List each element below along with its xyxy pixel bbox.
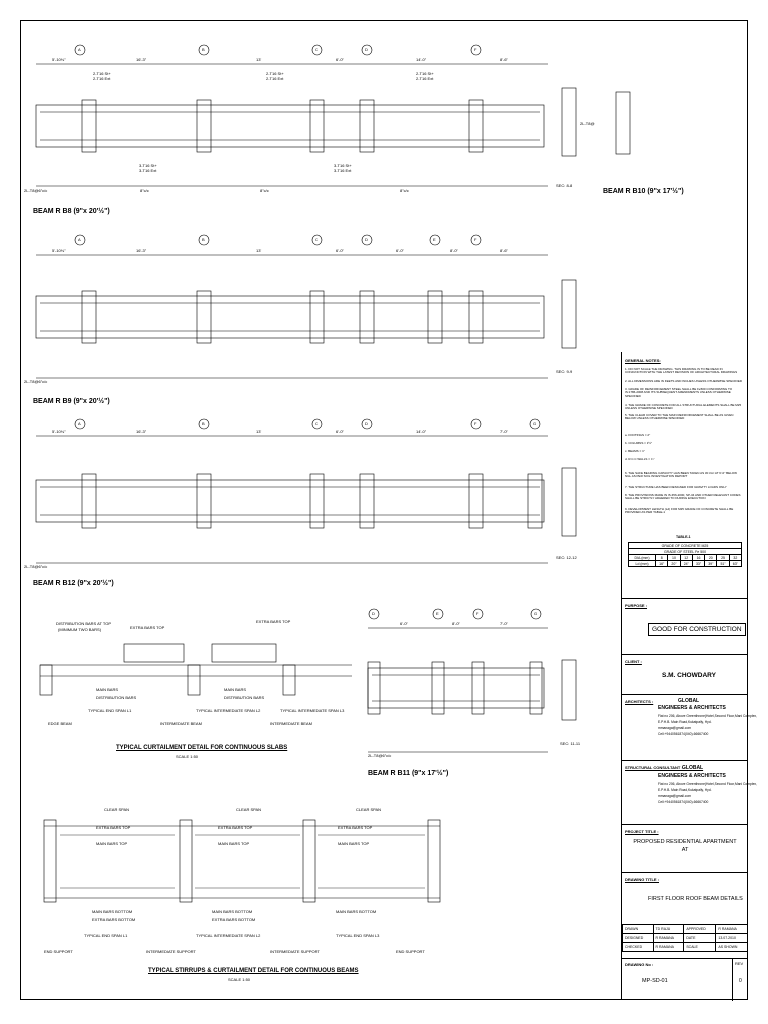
beam-detail-title: TYPICAL STIRRUPS & CURTAILMENT DETAIL FOR CONTINUOUS BEAMS <box>148 968 359 974</box>
section-label: SEC: 8-8 <box>556 183 573 188</box>
dimension: 8'-6" <box>500 57 508 62</box>
architects-addr: Cell:+9440561874(040)-66667400 <box>658 732 709 736</box>
dimension: 8'-6" <box>500 248 508 253</box>
bar-label: 2-T16 Ext <box>266 76 284 81</box>
approval-table <box>622 924 748 952</box>
grid-label: C <box>315 47 318 52</box>
bar-label: 3-T16 St+ <box>334 163 352 168</box>
section-bar-label: 2L-T8@ <box>580 121 595 126</box>
drawing-number-panel <box>622 958 748 1000</box>
grid-label: F <box>474 47 477 52</box>
grid-label: D <box>372 611 375 616</box>
drawing-number: MP-SD-01 <box>642 978 668 984</box>
beam-detail-label: TYPICAL END SPAN L3 <box>336 933 380 938</box>
note-item: 7. THE STRUCTURE HAS BEEN DESIGNED FOR GRAVITY LOADS ONLY <box>625 485 727 489</box>
beam-detail-label: TYPICAL INTERMEDIATE SPAN L2 <box>196 933 261 938</box>
purpose-stamp: GOOD FOR CONSTRUCTION <box>648 623 746 636</box>
architects-label: ARCHITECTS : <box>625 699 654 704</box>
grid-label: A <box>78 47 81 52</box>
dimension: 6'-0" <box>336 248 344 253</box>
notes-heading: GENERAL NOTES: <box>625 358 661 363</box>
spacing-label: 8"c/c <box>140 188 149 193</box>
note-item: 5. THE CLEAR COVER TO THE MAIN REINFORCEMENT SHALL BE AS GIVEN BELOW UNLESS OTHERWISE SPECIFIED <box>625 413 734 421</box>
table-cell: 16" <box>656 561 668 567</box>
beam-detail-label: MAIN BARS BOTTOM <box>92 909 133 914</box>
bar-label: 2-T16 Ext <box>93 76 111 81</box>
beam-detail-label: CLEAR SPAN <box>104 807 130 812</box>
client-name: S.M. CHOWDARY <box>662 672 716 679</box>
slab-label: DISTRIBUTION BARS <box>96 695 137 700</box>
grid-label: F <box>474 421 477 426</box>
consultant-addr: Flat no 206, Above Greenthrone(Hotel,Second Floor,Mani Complex, <box>658 782 757 786</box>
consultant-panel <box>622 760 757 824</box>
note-item: 1. DO NOT SCALE THE DRAWING. THIS DRAWING IS TO BE READ IN CONJUNCTION WITH THE LATEST REVISION OF ARCHITECTURAL DRAWINGS <box>625 367 738 375</box>
table-cell: 8 <box>656 555 668 561</box>
table-cell: 25 <box>717 555 729 561</box>
beam-detail-label: CLEAR SPAN <box>236 807 262 812</box>
beam-detail-label: TYPICAL END SPAN L1 <box>84 933 128 938</box>
date-value: 13.07.2010 <box>716 934 748 943</box>
grid-label: B <box>202 47 205 52</box>
dimension: 8'-0" <box>450 248 458 253</box>
stirrup-label: 2L-T8@6"c/c <box>24 188 48 193</box>
beam-detail-label: END SUPPORT <box>396 949 425 954</box>
beam-detail-label: INTERMEDIATE SUPPORT <box>146 949 196 954</box>
bar-label: 3-T16 Ext <box>334 168 352 173</box>
architects-addr: mmanaga@gmail.com <box>658 726 692 730</box>
date-label: DATE <box>684 934 716 943</box>
note-item: 2. ALL DIMENSIONS ARE IN FEETS AND INCHES UNLESS OTHERWISE SPECIFIED <box>625 379 743 383</box>
slab-label: INTERMEDIATE BEAM <box>270 721 312 726</box>
dimension: 6'-0" <box>336 429 344 434</box>
beam-detail-label: EXTRA BARS BOTTOM <box>212 917 256 922</box>
table-row-label: Ld (mm) <box>629 561 656 567</box>
slab-label: EXTRA BARS TOP <box>256 619 291 624</box>
dimension: 7'-0" <box>500 429 508 434</box>
architects-panel <box>622 694 757 760</box>
beam-detail-label: EXTRA BARS BOTTOM <box>92 917 136 922</box>
slab-detail-scale: SCALE 1:50 <box>176 754 199 759</box>
drawing-number-label: DRAWING No : <box>625 962 654 967</box>
bar-label: 3-T16 St+ <box>139 163 157 168</box>
purpose-panel <box>622 598 748 654</box>
beam-detail-label: INTERMEDIATE SUPPORT <box>270 949 320 954</box>
table-sub2: GRADE OF STEEL Fe 500 <box>629 549 742 555</box>
table-cell: 32 <box>729 555 741 561</box>
grid-label: C <box>315 421 318 426</box>
grid-label: B <box>202 421 205 426</box>
drawn-label: DRAWN <box>623 925 654 934</box>
dimension: 13' <box>256 429 262 434</box>
table-cell: 20" <box>668 561 680 567</box>
slab-label: DISTRIBUTION BARS <box>224 695 265 700</box>
purpose-label: PURPOSE : <box>625 603 648 608</box>
grid-label: D <box>365 421 368 426</box>
slab-detail-title: TYPICAL CURTAILMENT DETAIL FOR CONTINUOUS SLABS <box>116 745 288 751</box>
table-title: TABLE-1 <box>676 535 691 539</box>
beam-title: BEAM R B10 (9"x 17'½") <box>603 188 684 195</box>
stirrup-label: 2L-T8@6"c/c <box>24 564 48 569</box>
table-cell: 51" <box>717 561 729 567</box>
beam-detail-label: MAIN BARS TOP <box>338 841 370 846</box>
note-item: b. COLUMNS = 1½" <box>625 441 652 445</box>
note-item: 9. DEVELOPMENT LENGTH (Ld) FOR M25 GRADE OF CONCRETE SHALL BE PROVIDED AS PER TABLE-1 <box>625 507 734 515</box>
approved-label: APPROVED <box>684 925 716 934</box>
table-cell: 20 <box>705 555 717 561</box>
beam-detail-scale: SCALE 1:50 <box>228 977 251 982</box>
dimension: 5'-10⅛" <box>52 429 66 434</box>
beam-title: BEAM R B11 (9"x 17'½") <box>368 770 449 777</box>
dimension: 13' <box>256 248 262 253</box>
bar-label: 3-T16 Ext <box>139 168 157 173</box>
consultant-sub: ENGINEERS & ARCHITECTS <box>658 773 726 779</box>
bar-label: 2-T16 St+ <box>266 71 284 76</box>
beam-detail-label: MAIN BARS TOP <box>96 841 128 846</box>
grid-label: D <box>365 237 368 242</box>
slab-label: EXTRA BARS TOP <box>130 625 165 630</box>
project-label: PROJECT TITLE : <box>625 829 659 834</box>
grid-label: E <box>433 237 436 242</box>
dimension: 6'-0" <box>396 248 404 253</box>
stirrup-label: 2L-T8@6"c/c <box>24 379 48 384</box>
beam-detail-label: CLEAR SPAN <box>356 807 382 812</box>
dimension: 13' <box>256 57 262 62</box>
rev-label: REV <box>735 961 744 966</box>
dimension: 16'-3" <box>136 57 147 62</box>
note-item: d. R.C.C WALLS = ¾" <box>625 457 655 461</box>
checked-value: R RAMANA <box>653 943 684 952</box>
note-item: 6. THE SAFE BEARING CAPACITY HAS BEEN TAKEN AS 30 t/m² AT 6'-0" BELOW NGL AS PER SOIL INVESTIGATION REPORT <box>625 471 737 479</box>
spacing-label: 8"c/c <box>400 188 409 193</box>
consultant-label: STRUCTURAL CONSULTANT : <box>625 765 683 770</box>
consultant-name: GLOBAL <box>682 765 704 771</box>
architects-addr: Flat no 206, Above Greenthrone(Hotel,Second Floor,Mani Complex, <box>658 714 757 718</box>
dimension: 6'-0" <box>400 621 408 626</box>
drawing-title-label: DRAWING TITLE : <box>625 877 659 882</box>
note-item: 3. GRADE OF REINFORCEMENT STEEL SHALL BE Fe500 CONFORMING TO IS:1786-2008 AND ITS SUBSEQUENT AMENDMENTS UNLESS OTHERWISE SPECIFIED <box>625 387 733 398</box>
beam-title: BEAM R B9 (9"x 20'½") <box>33 398 110 405</box>
slab-label: (MINIMUM TWO BARS) <box>58 627 102 632</box>
title-block <box>621 352 757 1000</box>
grid-label: C <box>315 237 318 242</box>
table-cell: 24" <box>680 561 692 567</box>
stirrup-label: 2L-T8@6"c/c <box>368 753 392 758</box>
slab-label: DISTRIBUTION BARS AT TOP <box>56 621 112 626</box>
table-cell: 39" <box>705 561 717 567</box>
beam-title: BEAM R B12 (9"x 20'½") <box>33 580 114 587</box>
beam-detail-label: EXTRA BARS TOP <box>218 825 253 830</box>
grid-label: B <box>202 237 205 242</box>
table-cell: 16 <box>692 555 704 561</box>
grid-label: D <box>365 47 368 52</box>
drawn-value: TD RAJU <box>653 925 684 934</box>
drawing-title: FIRST FLOOR ROOF BEAM DETAILS <box>648 896 743 902</box>
section-label: SEC: 12-12 <box>556 555 577 560</box>
slab-label: MAIN BARS <box>224 687 247 692</box>
grid-label: A <box>78 421 81 426</box>
table-sub: GRADE OF CONCRETE M25 <box>629 543 742 549</box>
slab-label: MAIN BARS <box>96 687 119 692</box>
project-title: PROPOSED RESIDENTIAL APARTMENT AT <box>633 839 737 853</box>
note-item: 8. THE PROVISIONS MADE IN IS:456-2000, SP-34 AND OTHER RELEVANT CODES SHALL BE STRICTLY ADHERED TO DURING EXECUTION <box>625 493 741 501</box>
development-length-table <box>628 542 742 567</box>
dimension: 6'-0" <box>336 57 344 62</box>
note-item: a. FOOTINGS = 2" <box>625 433 651 437</box>
beam-title: BEAM R B8 (9"x 20'½") <box>33 208 110 215</box>
general-notes-panel <box>622 352 748 598</box>
architects-name: GLOBAL <box>678 698 700 704</box>
dimension: 14'-0" <box>416 429 427 434</box>
consultant-addr: E.P.H.B. Main Road,Kukatpally, Hyd. <box>658 788 712 792</box>
grid-label: F <box>476 611 479 616</box>
bar-label: 2-T16 St+ <box>416 71 434 76</box>
beam-detail-label: MAIN BARS BOTTOM <box>212 909 253 914</box>
scale-value: AS SHOWN <box>716 943 748 952</box>
architects-addr: E.P.H.B. Main Road,Kukatpally, Hyd. <box>658 720 712 724</box>
checked-label: CHECKED <box>623 943 654 952</box>
bar-label: 2-T16 St+ <box>93 71 111 76</box>
dimension: 5'-10⅛" <box>52 248 66 253</box>
revision-cell <box>732 959 749 1001</box>
section-label: SEC: 11-11 <box>560 741 581 746</box>
grid-label: E <box>436 611 439 616</box>
note-item: c. BEAMS = 1" <box>625 449 645 453</box>
note-item: 4. THE GRADE OF CONCRETE FOR ALL STRUCTURAL ELEMENTS SHALL BE M25 UNLESS OTHERWISE SPECIFIED <box>625 403 742 411</box>
table-cell: 10 <box>668 555 680 561</box>
beam-detail-label: END SUPPORT <box>44 949 73 954</box>
slab-label: EDGE BEAM <box>48 721 72 726</box>
grid-label: F <box>474 237 477 242</box>
scale-label: SCALE <box>684 943 716 952</box>
slab-label: TYPICAL END SPAN L1 <box>88 708 132 713</box>
table-row-label: DIA.(mm) <box>629 555 656 561</box>
beam-detail-label: EXTRA BARS TOP <box>338 825 373 830</box>
slab-label: TYPICAL INTERMEDIATE SPAN L2 <box>196 708 261 713</box>
table-cell: 63" <box>729 561 741 567</box>
designed-value: R RAMANA <box>653 934 684 943</box>
client-panel <box>622 654 748 694</box>
slab-label: TYPICAL INTERMEDIATE SPAN L3 <box>280 708 345 713</box>
dimension: 16'-3" <box>136 248 147 253</box>
dimension: 14'-0" <box>416 57 427 62</box>
consultant-addr: mmanaga@gmail.com <box>658 794 692 798</box>
rev-value: 0 <box>739 978 742 984</box>
grid-label: A <box>78 237 81 242</box>
consultant-addr: Cell:+9440561874(040)-66667400 <box>658 800 709 804</box>
beam-detail-label: EXTRA BARS TOP <box>96 825 131 830</box>
designed-label: DESIGNED <box>623 934 654 943</box>
spacing-label: 8"c/c <box>260 188 269 193</box>
client-label: CLIENT : <box>625 659 642 664</box>
grid-label: G <box>534 611 538 616</box>
dimension: 8'-0" <box>452 621 460 626</box>
section-label: SEC: 9-9 <box>556 369 573 374</box>
beam-detail-label: MAIN BARS TOP <box>218 841 250 846</box>
dimension: 5'-10⅛" <box>52 57 66 62</box>
table-cell: 12 <box>680 555 692 561</box>
approved-value: R RAMANA <box>716 925 748 934</box>
beam-detail-label: MAIN BARS BOTTOM <box>336 909 377 914</box>
slab-label: INTERMEDIATE BEAM <box>160 721 202 726</box>
architects-sub: ENGINEERS & ARCHITECTS <box>658 705 726 711</box>
grid-label: G <box>533 421 537 426</box>
table-cell: 33" <box>692 561 704 567</box>
bar-label: 2-T16 Ext <box>416 76 434 81</box>
dimension: 7'-0" <box>500 621 508 626</box>
project-panel <box>622 824 748 872</box>
drawing-title-panel <box>622 872 748 924</box>
dimension: 16'-3" <box>136 429 147 434</box>
